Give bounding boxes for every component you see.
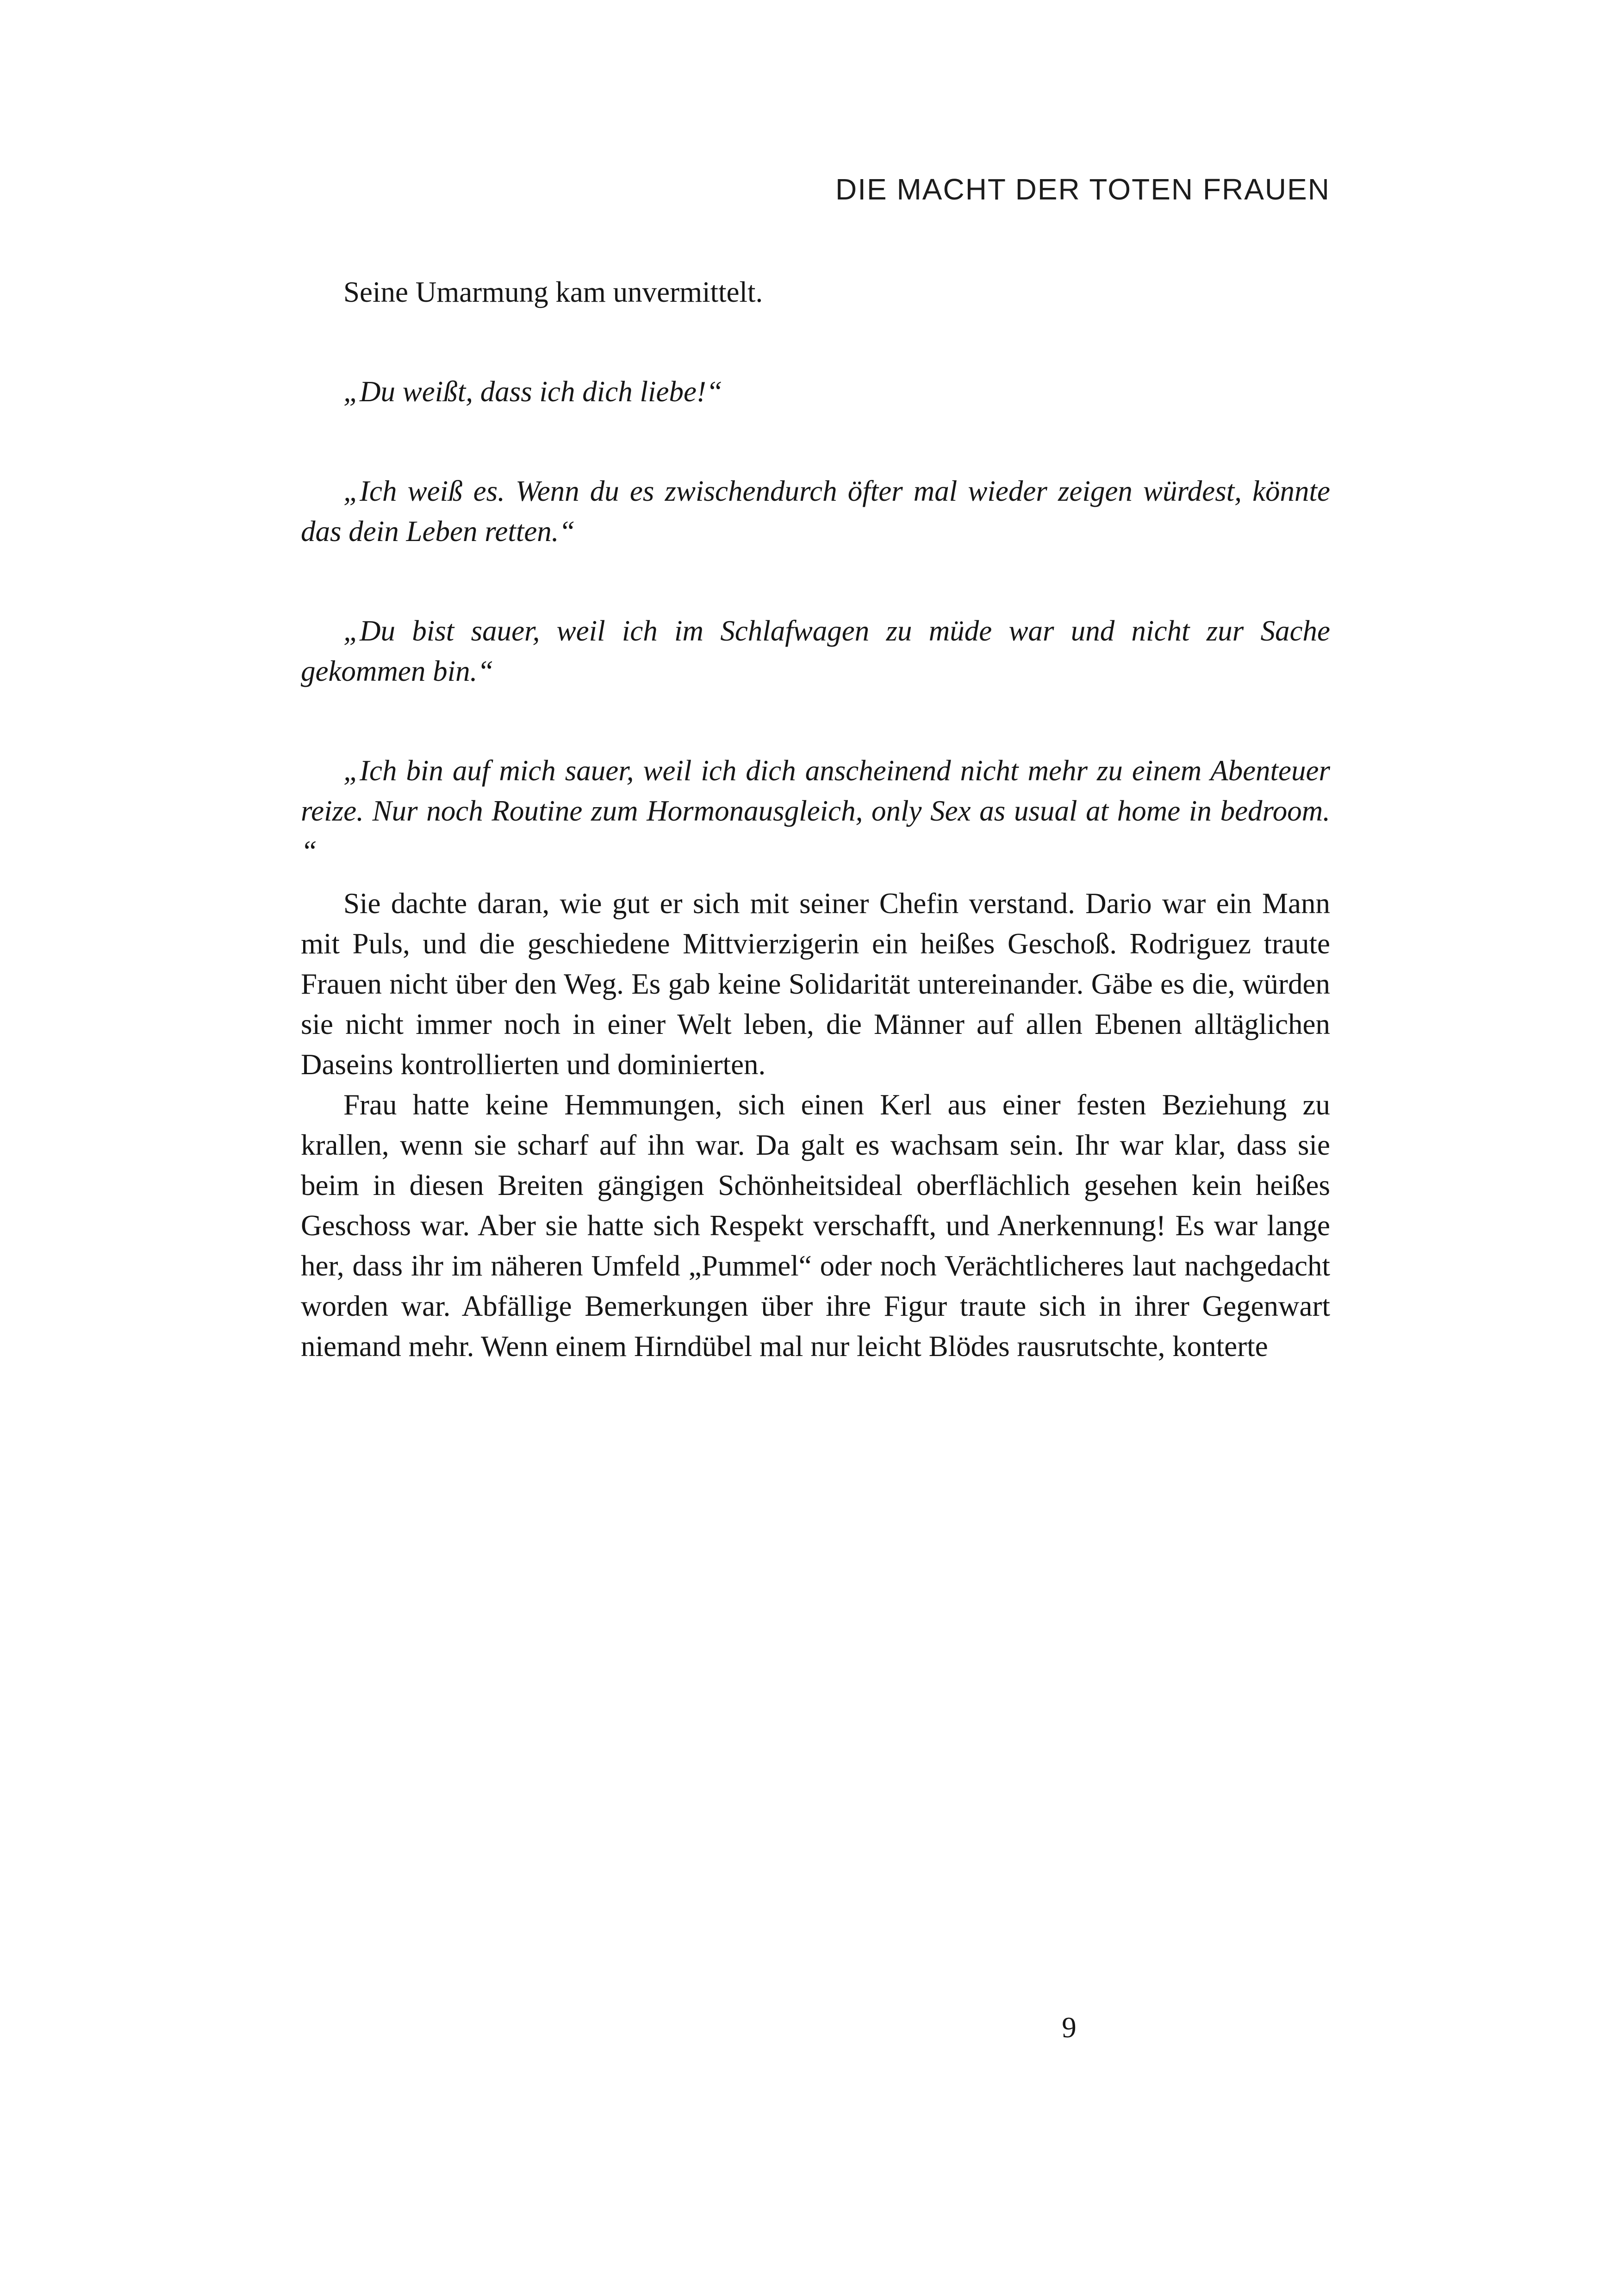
paragraph-1: Seine Umarmung kam unvermittelt.: [343, 276, 763, 308]
paragraph-7: Frau hatte keine Hemmungen, sich einen Kerl aus einer festen Beziehung zu krallen, wenn sie scharf auf ihn war. Da galt es wachsam sein. Ihr war klar, dass sie beim in diesen Breiten gängigen Schönheitsideal oberflächlich gesehen kein heißes Geschoss war. Aber sie hatte sich Respekt verschafft, und Anerkennung! Es war lange her, dass ihr im näheren Umfeld „Pummel“ oder noch Verächtlicheres laut nachgedacht worden war. Abfällige Bemerkungen über ihre Figur traute sich in ihrer Gegenwart niemand mehr. Wenn einem Hirndübel mal nur leicht Blödes rausrutschte, konterte: [301, 1089, 1330, 1363]
paragraph-3-dialogue: „Ich weiß es. Wenn du es zwischendurch öfter mal wieder zeigen würdest, könnte das dein Leben retten.“: [301, 475, 1330, 548]
paragraph-2-dialogue: „Du weißt, dass ich dich liebe!“: [343, 375, 722, 408]
page-number: 9: [1062, 2011, 1077, 2044]
paragraph-5-dialogue: „Ich bin auf mich sauer, weil ich dich anscheinend nicht mehr zu einem Abenteuer reize. Nur noch Routine zum Hormonausgleich, only Sex as usual at home in bedroom. “: [301, 754, 1330, 867]
paragraph-4-dialogue: „Du bist sauer, weil ich im Schlafwagen zu müde war und nicht zur Sache gekommen bin.“: [301, 615, 1330, 687]
body-text: [301, 272, 1330, 1367]
running-head: DIE MACHT DER TOTEN FRAUEN: [835, 173, 1330, 206]
paragraph-6: Sie dachte daran, wie gut er sich mit seiner Chefin verstand. Dario war ein Mann mit Puls, und die geschiedene Mittvierzigerin ein heißes Geschoß. Rodriguez traute Frauen nicht über den Weg. Es gab keine Solidarität untereinander. Gäbe es die, würden sie nicht immer noch in einer Welt leben, die Männer auf allen Ebenen alltäglichen Daseins kontrollierten und dominierten.: [301, 887, 1330, 1081]
